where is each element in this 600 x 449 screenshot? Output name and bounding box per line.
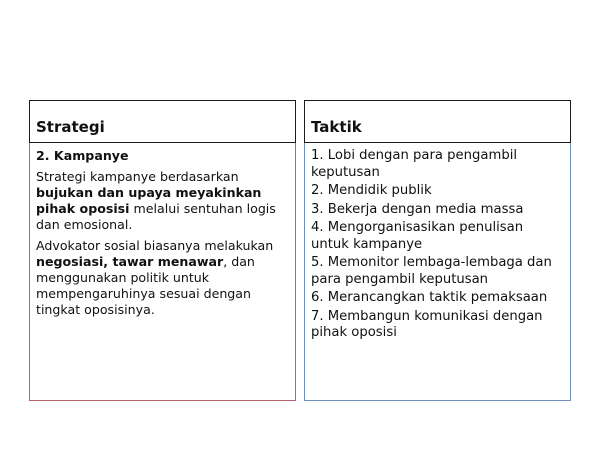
- tactics-body: [304, 143, 571, 401]
- bold-text: negosiasi, tawar menawar: [36, 254, 224, 269]
- strategy-paragraph-1: [36, 169, 289, 233]
- bold-text: bujukan dan upaya meyakinkan pihak oposisi: [36, 185, 262, 216]
- tactic-item: 7. Membangun komunikasi dengan pihak oposisi: [311, 308, 543, 340]
- strategy-column: [29, 100, 296, 401]
- tactic-item: 2. Mendidik publik: [311, 183, 432, 198]
- tactic-item: 5. Memonitor lembaga-lembaga dan para pengambil keputusan: [311, 255, 552, 287]
- tactic-item: 6. Merancangkan taktik pemaksaan: [311, 290, 548, 305]
- strategy-header: Strategi: [29, 100, 296, 143]
- strategy-body: [29, 143, 296, 401]
- text: , dan menggunakan politik untuk mempengaruhinya sesuai dengan tingkat oposisinya.: [36, 254, 255, 317]
- tactic-item: 1. Lobi dengan para pengambil keputusan: [311, 148, 518, 180]
- tactics-column: [304, 100, 571, 401]
- tactic-item: 4. Mengorganisasikan penulisan untuk kampanye: [311, 220, 524, 252]
- tactic-item: 3. Bekerja dengan media massa: [311, 201, 524, 217]
- strategy-paragraph-2: [36, 238, 289, 318]
- text: melalui sentuhan logis dan emosional.: [36, 201, 276, 232]
- tactics-header: Taktik: [304, 100, 571, 143]
- strategy-subtitle: 2. Kampanye: [36, 148, 129, 163]
- text: Strategi kampanye berdasarkan: [36, 169, 239, 184]
- text: Advokator sosial biasanya melakukan: [36, 238, 274, 253]
